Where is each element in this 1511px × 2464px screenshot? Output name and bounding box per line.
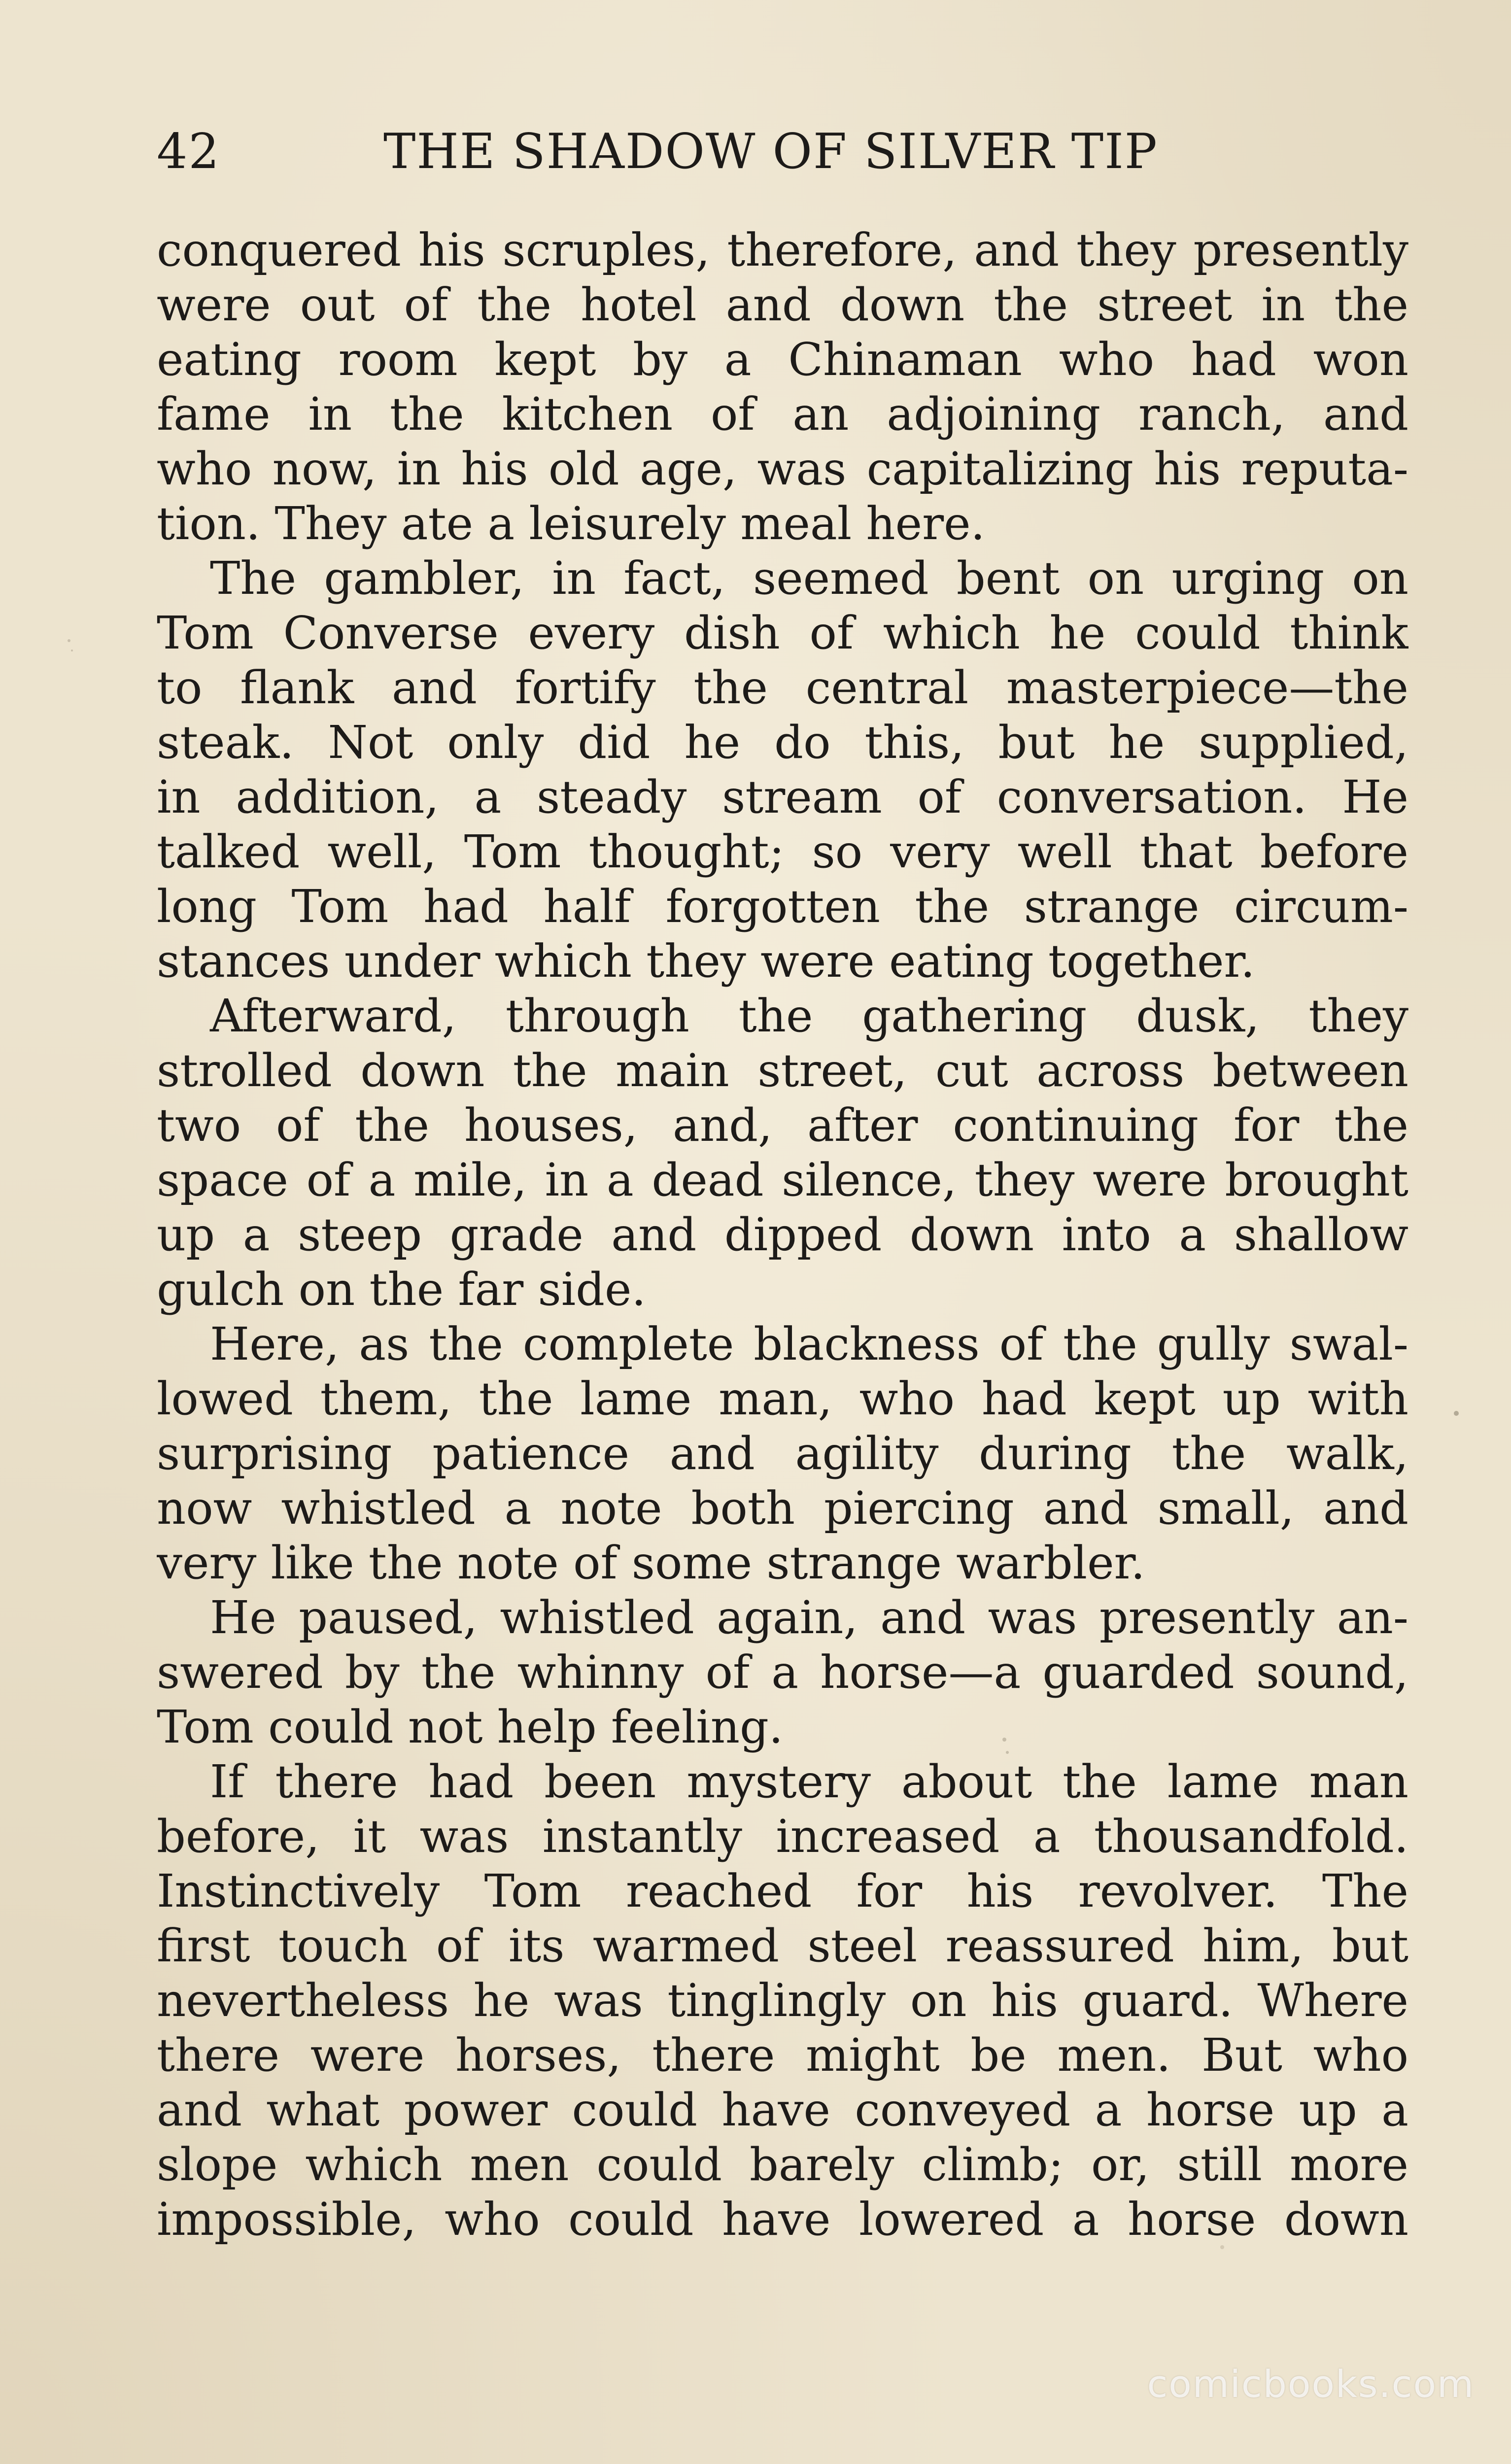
text-line: Here, as the complete blackness of the gully swal-	[210, 1318, 1408, 1370]
text-line: Tom Converse every dish of which he could think	[157, 607, 1408, 659]
text-line: slope which men could barely climb; or, still more	[157, 2138, 1408, 2191]
text-line: stances under which they were eating together.	[157, 935, 1255, 988]
text-line: and what power could have conveyed a horse up a	[157, 2084, 1408, 2136]
text-line: nevertheless he was tinglingly on his guard. Where	[157, 1974, 1408, 2027]
text-line: steak. Not only did he do this, but he supplied,	[157, 716, 1408, 769]
text-line: conquered his scruples, therefore, and they presently	[157, 224, 1408, 276]
text-line: before, it was instantly increased a thousandfold.	[157, 1810, 1408, 1863]
text-line: space of a mile, in a dead silence, they were brought	[157, 1154, 1408, 1206]
text-line: impossible, who could have lowered a horse down	[157, 2193, 1408, 2246]
text-line: lowed them, the lame man, who had kept up with	[157, 1372, 1408, 1425]
text-line: swered by the whinny of a horse—a guarded sound,	[157, 1646, 1408, 1699]
text-line: surprising patience and agility during the walk,	[157, 1427, 1408, 1480]
text-line: up a steep grade and dipped down into a shallow	[157, 1208, 1408, 1261]
text-line: in addition, a steady stream of conversation. He	[157, 771, 1408, 823]
text-line: who now, in his old age, was capitalizing his reputa-	[157, 443, 1408, 495]
text-line: eating room kept by a Chinaman who had won	[157, 333, 1408, 386]
text-line: were out of the hotel and down the street in the	[157, 278, 1408, 331]
text-line: first touch of its warmed steel reassured him, but	[157, 1919, 1408, 1972]
running-head: THE SHADOW OF SILVER TIP	[383, 124, 1158, 180]
text-line: two of the houses, and, after continuing for the	[157, 1099, 1408, 1152]
text-line: tion. They ate a leisurely meal here.	[157, 497, 985, 550]
text-line: Instinctively Tom reached for his revolver. The	[157, 1865, 1408, 1917]
text-line: long Tom had half forgotten the strange circum-	[157, 880, 1408, 933]
text-line: He paused, whistled again, and was presently an-	[210, 1591, 1408, 1644]
text-line: there were horses, there might be men. But who	[157, 2029, 1408, 2082]
text-line: strolled down the main street, cut across between	[157, 1044, 1408, 1097]
text-line: Afterward, through the gathering dusk, they	[210, 990, 1408, 1042]
text-line: fame in the kitchen of an adjoining ranch, and	[157, 388, 1408, 441]
text-line: The gambler, in fact, seemed bent on urging on	[210, 552, 1408, 605]
body-text	[157, 223, 1408, 2283]
text-line: talked well, Tom thought; so very well that before	[157, 825, 1408, 878]
text-line: gulch on the far side.	[157, 1263, 646, 1316]
page-number: 42	[157, 124, 220, 180]
text-line: If there had been mystery about the lame man	[210, 1755, 1408, 1808]
text-line: now whistled a note both piercing and small, and	[157, 1482, 1408, 1535]
text-line: Tom could not help feeling.	[157, 1701, 784, 1753]
text-line: very like the note of some strange warbler.	[157, 1537, 1145, 1589]
text-line: to flank and fortify the central masterpiece—the	[157, 661, 1408, 714]
watermark: comicbooks.com	[1147, 2362, 1475, 2406]
page-header	[157, 117, 1408, 186]
